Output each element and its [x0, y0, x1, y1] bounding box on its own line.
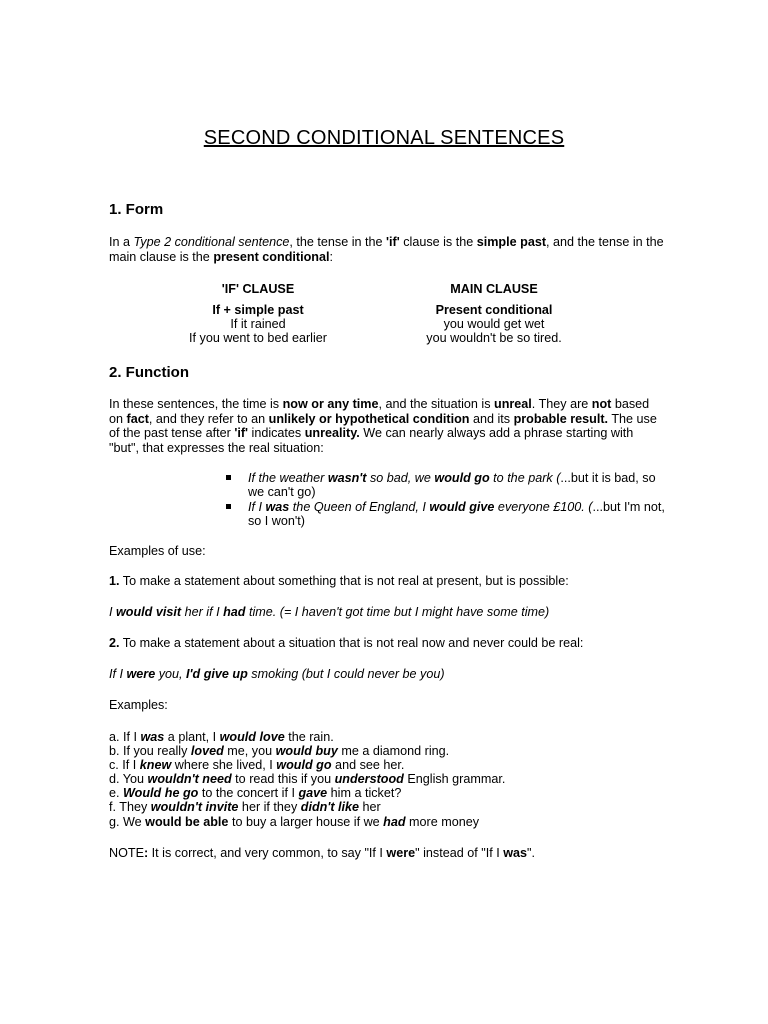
text-run: ...but I'm not, so I won't): [248, 499, 665, 529]
main-clause-example-1: you would get wet: [443, 317, 545, 331]
example-item: [109, 730, 505, 744]
text-run: to read this if you: [231, 772, 335, 787]
main-clause-column: [404, 282, 584, 345]
section-heading-form: 1. Form: [109, 201, 164, 218]
text-run: loved: [190, 744, 224, 759]
main-clause-example-2: you wouldn't be so tired.: [426, 331, 562, 345]
form-intro-paragraph: [109, 235, 669, 264]
text-run: :: [143, 846, 149, 860]
examples-list: [109, 730, 505, 829]
text-run: had: [383, 814, 406, 829]
text-run: f. They: [109, 800, 151, 815]
bullet-square-icon: [226, 475, 231, 480]
main-clause-formula: Present conditional: [435, 303, 553, 317]
text-run: d. You: [109, 772, 148, 787]
text-run: was: [265, 499, 290, 514]
text-run: had: [223, 605, 246, 619]
text-run: her: [359, 800, 381, 815]
text-run: I: [109, 605, 116, 619]
use-case-1-example: [109, 605, 669, 620]
function-paragraph: [109, 397, 657, 455]
text-run: If the weather: [248, 471, 328, 485]
text-run: would buy: [275, 744, 338, 759]
text-run: so bad, we: [366, 471, 435, 485]
text-run: her if they: [238, 800, 301, 815]
text-run: to the park (: [489, 471, 561, 485]
text-run: understood: [334, 772, 404, 787]
text-run: English grammar.: [403, 772, 506, 787]
use-case-2-example: [109, 667, 669, 682]
text-run: c. If I: [109, 758, 140, 773]
text-run: present conditional: [213, 249, 330, 264]
bullet-text: [248, 471, 656, 499]
if-clause-formula: If + simple past: [212, 303, 304, 317]
text-run: , and the situation is: [378, 397, 494, 411]
text-run: , and they refer to an: [148, 411, 269, 426]
example-item: [109, 815, 505, 829]
text-run: The use of the past tense after: [109, 411, 657, 441]
text-run: her if I: [181, 605, 224, 619]
text-run: 'if': [234, 426, 249, 441]
text-run: unreality.: [304, 426, 360, 441]
section-heading-function: 2. Function: [109, 364, 189, 381]
text-run: In a: [109, 235, 134, 249]
text-run: time. (= I haven't got time but I might have some time): [245, 605, 550, 619]
text-run: not: [591, 397, 612, 411]
text-run: 'if': [386, 235, 400, 249]
text-run: wouldn't invite: [150, 800, 239, 815]
example-item: [109, 772, 505, 786]
examples-of-use-label: Examples of use:: [109, 544, 206, 558]
text-run: the Queen of England, I: [289, 499, 430, 514]
text-run: It is correct, and very common, to say "If I: [148, 846, 387, 860]
text-run: . They are: [531, 397, 592, 411]
text-run: smoking (but I could never be you): [247, 667, 445, 681]
text-run: the rain.: [284, 730, 334, 744]
text-run: where she lived, I: [171, 758, 277, 773]
text-run: now or any time: [282, 397, 379, 411]
example-item: [109, 800, 505, 814]
text-run: b. If you really: [109, 744, 191, 759]
bullet-square-icon: [226, 504, 231, 509]
text-run: was: [503, 846, 527, 860]
text-run: If I: [109, 667, 127, 681]
if-clause-example-1: If it rained: [230, 317, 286, 331]
text-run: , and the tense in the main clause is the: [109, 235, 664, 264]
text-run: would love: [219, 730, 285, 744]
text-run: would visit: [116, 605, 182, 619]
text-run: simple past: [476, 235, 547, 249]
text-run: would be able: [145, 814, 229, 829]
example-item: [109, 758, 505, 772]
text-run: me a diamond ring.: [337, 744, 450, 759]
text-run: him a ticket?: [327, 786, 402, 801]
text-run: In these sentences, the time is: [109, 397, 283, 411]
text-run: g. We: [109, 814, 146, 829]
text-run: were: [386, 846, 416, 860]
text-run: didn't like: [300, 800, 360, 815]
if-clause-column: [168, 282, 348, 345]
text-run: wouldn't need: [147, 772, 232, 787]
text-run: unlikely or hypothetical condition: [268, 411, 470, 426]
text-run: 1.: [109, 574, 120, 588]
text-run: gave: [298, 786, 328, 801]
page-title: SECOND CONDITIONAL SENTENCES: [203, 127, 565, 149]
text-run: unreal: [494, 397, 532, 411]
text-run: were: [126, 667, 156, 681]
text-run: a plant, I: [164, 730, 220, 744]
text-run: a. If I: [109, 730, 141, 744]
bullet-item: [226, 471, 666, 500]
if-clause-example-2: If you went to bed earlier: [189, 331, 327, 345]
text-run: I'd give up: [186, 667, 248, 681]
text-run: would go: [434, 471, 490, 485]
text-run: To make a statement about a situation that is not real now and never could be real:: [119, 636, 584, 650]
use-case-2: [109, 636, 669, 651]
text-run: you,: [155, 667, 187, 681]
example-item: [109, 786, 505, 800]
example-item: [109, 744, 505, 758]
text-run: me, you: [223, 744, 276, 759]
text-run: clause is the: [399, 235, 477, 249]
bullet-list: [226, 471, 666, 529]
bullet-text: [248, 500, 665, 528]
text-run: more money: [405, 814, 480, 829]
text-run: If I: [248, 499, 266, 514]
text-run: and see her.: [331, 758, 405, 773]
text-run: would go: [276, 758, 332, 773]
text-run: Type 2 conditional sentence: [133, 235, 290, 249]
main-clause-header: MAIN CLAUSE: [450, 282, 538, 296]
use-case-1: [109, 574, 669, 589]
text-run: , the tense in the: [289, 235, 387, 249]
text-run: everyone £100. (: [494, 499, 593, 514]
text-run: 2.: [109, 636, 120, 650]
text-run: probable result.: [513, 411, 609, 426]
if-clause-header: 'IF' CLAUSE: [221, 282, 295, 296]
text-run: " instead of "If I: [415, 846, 504, 860]
text-run: knew: [139, 758, 172, 773]
text-run: based on: [109, 397, 650, 426]
text-run: ".: [527, 846, 535, 860]
text-run: fact: [126, 411, 149, 426]
text-run: to buy a larger house if we: [228, 814, 384, 829]
text-run: :: [329, 249, 333, 264]
examples-label: Examples:: [109, 698, 168, 712]
text-run: and its: [469, 411, 514, 426]
text-run: e.: [109, 786, 124, 801]
text-run: would give: [429, 499, 495, 514]
text-run: to the concert if I: [198, 786, 299, 801]
text-run: NOTE: [109, 846, 144, 860]
text-run: wasn't: [327, 471, 367, 485]
text-run: We can nearly always add a phrase starting with "but", that expresses the real situation:: [109, 426, 634, 455]
text-run: Would he go: [123, 786, 199, 801]
text-run: To make a statement about something that is not real at present, but is possible:: [119, 574, 569, 588]
note-paragraph: [109, 846, 669, 861]
text-run: ...but it is bad, so we can't go): [248, 471, 656, 500]
text-run: was: [140, 730, 165, 744]
text-run: indicates: [248, 426, 305, 441]
bullet-item: [226, 500, 666, 529]
